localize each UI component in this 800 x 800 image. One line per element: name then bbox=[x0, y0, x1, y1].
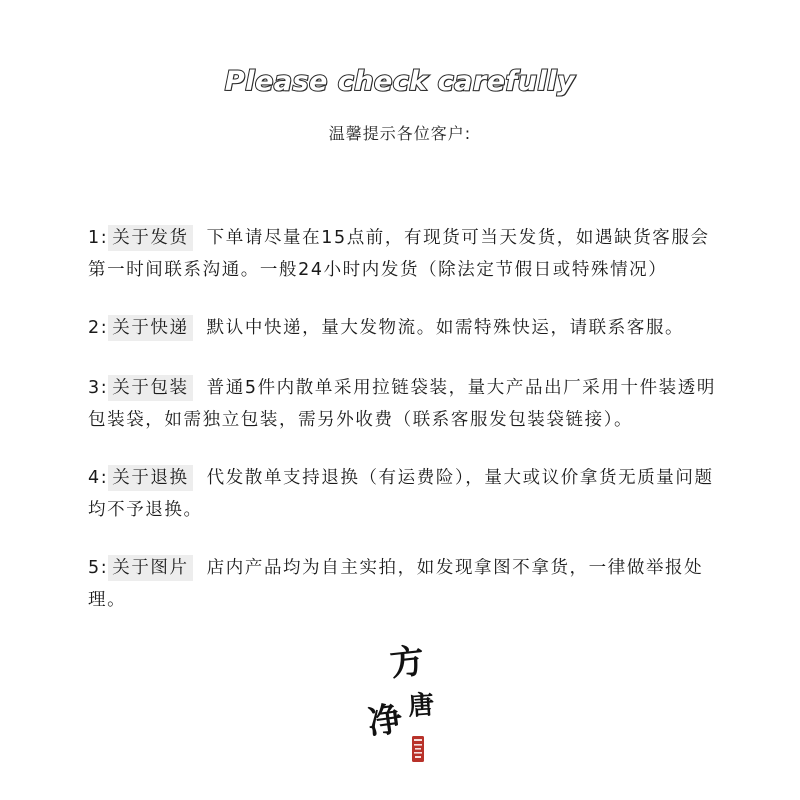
notice-number: 5: bbox=[88, 558, 109, 578]
greeting-subtitle: 温馨提示各位客户: bbox=[328, 124, 472, 143]
notice-number: 2: bbox=[88, 318, 109, 338]
notice-item-shipping bbox=[88, 222, 728, 286]
notice-label: 关于退换 bbox=[108, 465, 192, 491]
notice-number: 1: bbox=[88, 228, 109, 248]
notice-number: 3: bbox=[88, 378, 109, 398]
notice-item-images bbox=[88, 552, 728, 616]
notice-item-returns bbox=[88, 462, 728, 526]
notice-text: 默认中快递，量大发物流。如需特殊快运，请联系客服。 bbox=[206, 318, 685, 338]
notice-text: 代发散单支持退换（有运费险），量大或议价拿货无质量问题均不予退换。 bbox=[88, 468, 714, 520]
calligraphy-char-tang: 唐 bbox=[407, 690, 436, 722]
notice-label: 关于图片 bbox=[108, 555, 192, 581]
red-seal-stamp bbox=[412, 736, 424, 762]
calligraphy-char-jing: 净 bbox=[365, 698, 405, 744]
page-title: Please check carefully bbox=[224, 66, 576, 97]
notice-text: 普通5件内散单采用拉链袋装，量大产品出厂采用十件装透明包装袋，如需独立包装，需另外收费（联系客服发包装袋链接）。 bbox=[88, 378, 716, 430]
notice-text: 下单请尽量在15点前，有现货可当天发货，如遇缺货客服会第一时间联系沟通。一般24小时内发货（除法定节假日或特殊情况） bbox=[88, 228, 710, 280]
notice-label: 关于包装 bbox=[108, 375, 192, 401]
notice-text: 店内产品均为自主实拍，如发现拿图不拿货，一律做举报处理。 bbox=[88, 558, 704, 610]
notice-item-courier bbox=[88, 312, 728, 344]
notice-number: 4: bbox=[88, 468, 109, 488]
notice-label: 关于快递 bbox=[108, 315, 192, 341]
calligraphy-signature bbox=[360, 632, 460, 772]
notice-item-packaging bbox=[88, 372, 728, 436]
notice-label: 关于发货 bbox=[108, 225, 192, 251]
calligraphy-char-fang: 方 bbox=[388, 641, 427, 685]
